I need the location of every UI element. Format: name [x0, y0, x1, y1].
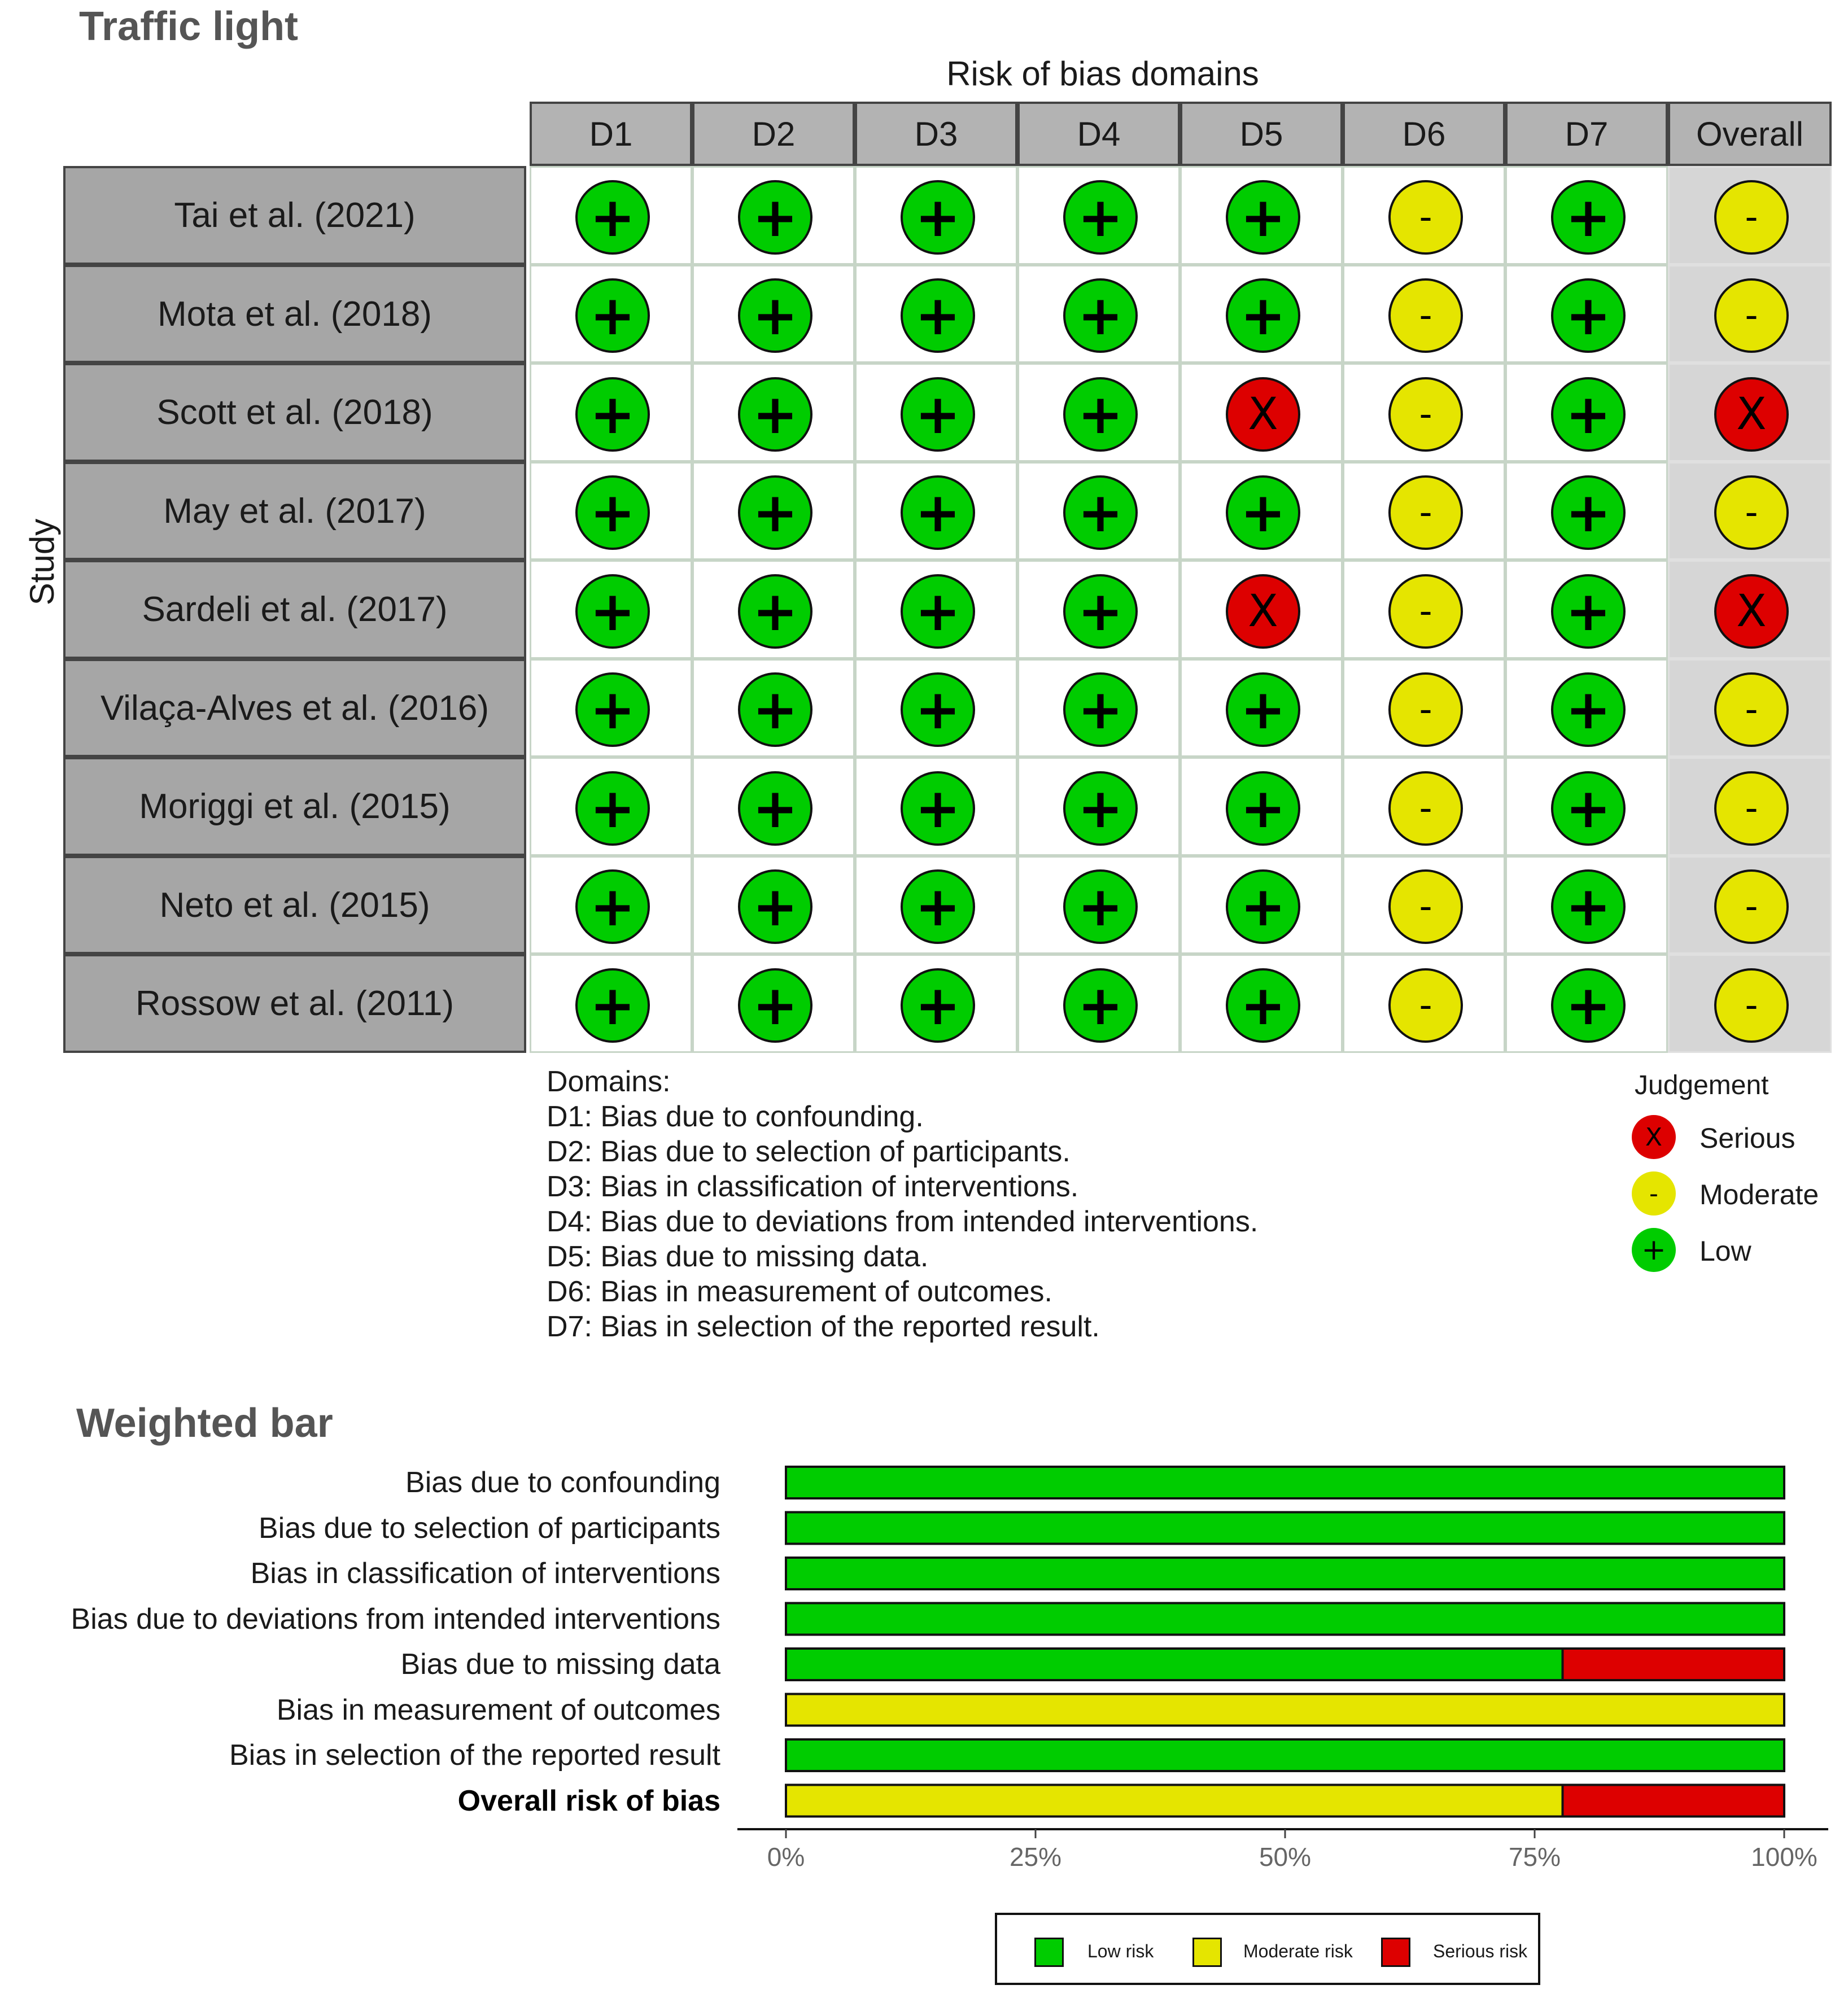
judgement-low-icon: + [1063, 475, 1138, 550]
grid-cell [1668, 659, 1832, 757]
judgement-moderate-icon: - [1388, 869, 1463, 944]
judgement-low-icon: + [738, 771, 812, 846]
judgement-moderate-icon: - [1714, 475, 1789, 550]
judgement-low-icon: + [901, 968, 975, 1043]
grid-cell [692, 954, 855, 1053]
grid-cell [1017, 265, 1180, 363]
grid-cell [692, 462, 855, 560]
bar-segment-moderate-risk [786, 1694, 1784, 1726]
domain-d3: D3: Bias in classification of interventions. [547, 1170, 1079, 1203]
grid-cell [1343, 659, 1505, 757]
judgement-legend-title: Judgement [1635, 1070, 1769, 1100]
grid-cell [1505, 856, 1668, 954]
judgement-low-icon: + [738, 672, 812, 747]
study-row-label: Neto et al. (2015) [63, 856, 526, 954]
judgement-moderate-icon: - [1714, 278, 1789, 353]
grid-cell [1505, 363, 1668, 462]
judgement-low-icon: + [575, 180, 650, 255]
x-tick-label: 0% [767, 1842, 805, 1872]
grid-cell [1505, 265, 1668, 363]
judgement-serious-icon: X [1226, 574, 1300, 649]
judgement-low-icon: + [1063, 574, 1138, 649]
judgement-low-icon: + [1551, 574, 1626, 649]
grid-cell [1668, 560, 1832, 659]
judgement-low-icon: + [1063, 180, 1138, 255]
judgement-low-icon: + [1226, 475, 1300, 550]
legend-swatch-moderate [1192, 1938, 1222, 1967]
grid-cell [855, 856, 1017, 954]
bar-category-label: Bias in classification of interventions [250, 1557, 720, 1590]
judgement-low-icon: + [575, 869, 650, 944]
grid-cell [1017, 659, 1180, 757]
grid-cell [1180, 363, 1343, 462]
grid-cell [1343, 363, 1505, 462]
x-tick-label: 75% [1508, 1842, 1561, 1872]
grid-cell [1343, 856, 1505, 954]
grid-cell [530, 462, 692, 560]
domain-d2: D2: Bias due to selection of participants. [547, 1135, 1071, 1168]
judgement-serious-icon: X [1714, 377, 1789, 452]
judgement-low-icon: + [1226, 771, 1300, 846]
column-header-d6: D6 [1343, 102, 1505, 166]
study-row-label: Scott et al. (2018) [63, 363, 526, 462]
grid-cell [1505, 462, 1668, 560]
x-tick-label: 100% [1751, 1842, 1818, 1872]
judgement-low-icon: + [1063, 771, 1138, 846]
grid-cell [1180, 757, 1343, 856]
grid-cell [530, 166, 692, 265]
domain-d7: D7: Bias in selection of the reported result. [547, 1310, 1100, 1343]
judgement-low-icon: + [1551, 180, 1626, 255]
grid-cell [855, 659, 1017, 757]
judgement-moderate-icon: - [1714, 869, 1789, 944]
column-header-d7: D7 [1505, 102, 1668, 166]
study-row-label: Sardeli et al. (2017) [63, 560, 526, 659]
bar-category-label: Bias in measurement of outcomes [276, 1693, 720, 1726]
judgement-moderate-icon: - [1388, 180, 1463, 255]
grid-cell [530, 954, 692, 1053]
judgement-low-icon: + [575, 278, 650, 353]
grid-cell [1505, 659, 1668, 757]
grid-cell [1180, 659, 1343, 757]
judgement-low-icon: + [1551, 869, 1626, 944]
judgement-low-icon: + [1226, 180, 1300, 255]
bar-segment-low-risk [786, 1467, 1784, 1498]
judgement-low-icon: + [1063, 377, 1138, 452]
judgement-low-icon: + [1063, 869, 1138, 944]
judgement-moderate-icon: - [1388, 574, 1463, 649]
judgement-low-icon: + [575, 574, 650, 649]
bar-category-label: Bias due to selection of participants [258, 1511, 720, 1545]
judgement-serious-icon: X [1226, 377, 1300, 452]
grid-cell [1343, 954, 1505, 1053]
grid-cell [1668, 954, 1832, 1053]
grid-cell [1017, 166, 1180, 265]
grid-cell [1668, 462, 1832, 560]
bar-segment-serious-risk [1563, 1785, 1784, 1817]
judgement-low-icon: + [738, 278, 812, 353]
legend-serious-icon: X [1632, 1115, 1676, 1159]
x-tick-label: 25% [1009, 1842, 1062, 1872]
study-row-label: Tai et al. (2021) [63, 166, 526, 265]
grid-cell [1343, 462, 1505, 560]
domain-d6: D6: Bias in measurement of outcomes. [547, 1275, 1052, 1308]
bar-segment-low-risk [786, 1558, 1784, 1589]
grid-cell [1180, 166, 1343, 265]
legend-moderate-label: Moderate [1700, 1179, 1819, 1210]
grid-cell [1505, 954, 1668, 1053]
column-header-d5: D5 [1180, 102, 1343, 166]
column-header-overall: Overall [1668, 102, 1832, 166]
grid-cell [692, 363, 855, 462]
judgement-low-icon: + [1551, 377, 1626, 452]
domain-d1: D1: Bias due to confounding. [547, 1100, 924, 1133]
judgement-moderate-icon: - [1714, 672, 1789, 747]
domain-d4: D4: Bias due to deviations from intended interventions. [547, 1205, 1259, 1238]
grid-cell [1505, 166, 1668, 265]
judgement-moderate-icon: - [1388, 475, 1463, 550]
judgement-moderate-icon: - [1388, 672, 1463, 747]
judgement-low-icon: + [1063, 968, 1138, 1043]
bar-category-label: Bias due to deviations from intended interventions [71, 1602, 720, 1636]
grid-cell [855, 954, 1017, 1053]
judgement-low-icon: + [901, 869, 975, 944]
grid-cell [855, 560, 1017, 659]
judgement-low-icon: + [575, 672, 650, 747]
judgement-low-icon: + [1063, 672, 1138, 747]
judgement-low-icon: + [1551, 672, 1626, 747]
grid-cell [855, 363, 1017, 462]
judgement-low-icon: + [738, 377, 812, 452]
judgement-low-icon: + [738, 574, 812, 649]
grid-cell [1180, 265, 1343, 363]
grid-cell [692, 265, 855, 363]
bar-category-label: Bias due to confounding [405, 1466, 720, 1499]
judgement-moderate-icon: - [1388, 968, 1463, 1043]
grid-cell [1180, 560, 1343, 659]
grid-cell [1668, 856, 1832, 954]
bar-segment-low-risk [786, 1649, 1563, 1680]
weighted-bar-title: Weighted bar [76, 1401, 333, 1446]
grid-cell [1180, 462, 1343, 560]
judgement-low-icon: + [901, 771, 975, 846]
grid-cell [1668, 757, 1832, 856]
risk-domains-header: Risk of bias domains [946, 55, 1259, 93]
judgement-moderate-icon: - [1388, 278, 1463, 353]
grid-cell [692, 856, 855, 954]
judgement-low-icon: + [575, 968, 650, 1043]
judgement-low-icon: + [901, 475, 975, 550]
bar-segment-low-risk [786, 1512, 1784, 1544]
grid-cell [530, 856, 692, 954]
grid-cell [1017, 856, 1180, 954]
x-tick-label: 50% [1259, 1842, 1312, 1872]
grid-cell [855, 166, 1017, 265]
grid-cell [1505, 757, 1668, 856]
judgement-low-icon: + [738, 869, 812, 944]
grid-cell [1017, 757, 1180, 856]
judgement-moderate-icon: - [1388, 771, 1463, 846]
judgement-low-icon: + [1551, 771, 1626, 846]
grid-cell [1343, 560, 1505, 659]
bar-category-label: Overall risk of bias [457, 1784, 720, 1817]
grid-cell [855, 265, 1017, 363]
grid-cell [1668, 265, 1832, 363]
grid-cell [692, 560, 855, 659]
grid-cell [530, 265, 692, 363]
study-axis-label: Study [23, 518, 62, 605]
judgement-low-icon: + [1551, 475, 1626, 550]
study-row-label: Rossow et al. (2011) [63, 954, 526, 1053]
grid-cell [692, 166, 855, 265]
bar-segment-low-risk [786, 1603, 1784, 1635]
domain-d5: D5: Bias due to missing data. [547, 1240, 929, 1273]
grid-cell [1180, 954, 1343, 1053]
judgement-moderate-icon: - [1388, 377, 1463, 452]
grid-cell [1343, 757, 1505, 856]
judgement-low-icon: + [901, 180, 975, 255]
judgement-moderate-icon: - [1714, 180, 1789, 255]
legend-low-label: Low [1700, 1235, 1751, 1267]
grid-cell [1017, 954, 1180, 1053]
judgement-low-icon: + [901, 574, 975, 649]
column-header-d4: D4 [1017, 102, 1180, 166]
legend-serious-label: Serious [1700, 1122, 1795, 1154]
grid-cell [1017, 363, 1180, 462]
grid-cell [530, 363, 692, 462]
legend-label-low: Low risk [1087, 1941, 1154, 1961]
grid-cell [1343, 265, 1505, 363]
legend-moderate-icon: - [1632, 1171, 1676, 1216]
study-row-label: Vilaça-Alves et al. (2016) [63, 659, 526, 757]
judgement-low-icon: + [1226, 672, 1300, 747]
grid-cell [530, 560, 692, 659]
grid-cell [692, 659, 855, 757]
legend-low-icon: + [1632, 1228, 1676, 1272]
judgement-low-icon: + [1226, 278, 1300, 353]
judgement-low-icon: + [1551, 278, 1626, 353]
column-header-d1: D1 [530, 102, 692, 166]
study-row-label: Moriggi et al. (2015) [63, 757, 526, 856]
judgement-moderate-icon: - [1714, 968, 1789, 1043]
domains-legend [547, 1064, 1258, 1344]
legend-label-serious: Serious risk [1433, 1941, 1528, 1961]
study-row-label: May et al. (2017) [63, 462, 526, 560]
judgement-low-icon: + [575, 475, 650, 550]
bar-category-label: Bias due to missing data [400, 1648, 720, 1681]
grid-cell [1668, 166, 1832, 265]
column-header-d3: D3 [855, 102, 1017, 166]
grid-cell [1668, 363, 1832, 462]
legend-swatch-low [1034, 1938, 1064, 1967]
judgement-low-icon: + [738, 475, 812, 550]
bar-category-label: Bias in selection of the reported result [229, 1739, 720, 1772]
legend-label-moderate: Moderate risk [1243, 1941, 1353, 1961]
grid-cell [855, 462, 1017, 560]
judgement-low-icon: + [901, 278, 975, 353]
grid-cell [1180, 856, 1343, 954]
judgement-low-icon: + [575, 377, 650, 452]
risk-legend [995, 1913, 1540, 1985]
judgement-low-icon: + [1226, 869, 1300, 944]
legend-swatch-serious [1381, 1938, 1410, 1967]
judgement-low-icon: + [1551, 968, 1626, 1043]
judgement-low-icon: + [738, 180, 812, 255]
judgement-serious-icon: X [1714, 574, 1789, 649]
bar-segment-moderate-risk [786, 1785, 1563, 1817]
grid-cell [530, 659, 692, 757]
judgement-low-icon: + [1063, 278, 1138, 353]
judgement-moderate-icon: - [1714, 771, 1789, 846]
bar-segment-low-risk [786, 1739, 1784, 1771]
column-header-d2: D2 [692, 102, 855, 166]
study-row-label: Mota et al. (2018) [63, 265, 526, 363]
judgement-low-icon: + [901, 377, 975, 452]
grid-cell [692, 757, 855, 856]
domains-title: Domains: [547, 1065, 671, 1098]
grid-cell [855, 757, 1017, 856]
judgement-legend [1632, 1115, 1848, 1284]
grid-cell [1017, 462, 1180, 560]
judgement-low-icon: + [1226, 968, 1300, 1043]
grid-cell [530, 757, 692, 856]
judgement-low-icon: + [575, 771, 650, 846]
judgement-low-icon: + [738, 968, 812, 1043]
bar-segment-serious-risk [1563, 1649, 1784, 1680]
judgement-low-icon: + [901, 672, 975, 747]
grid-cell [1343, 166, 1505, 265]
grid-cell [1505, 560, 1668, 659]
traffic-light-title: Traffic light [79, 4, 299, 49]
grid-cell [1017, 560, 1180, 659]
